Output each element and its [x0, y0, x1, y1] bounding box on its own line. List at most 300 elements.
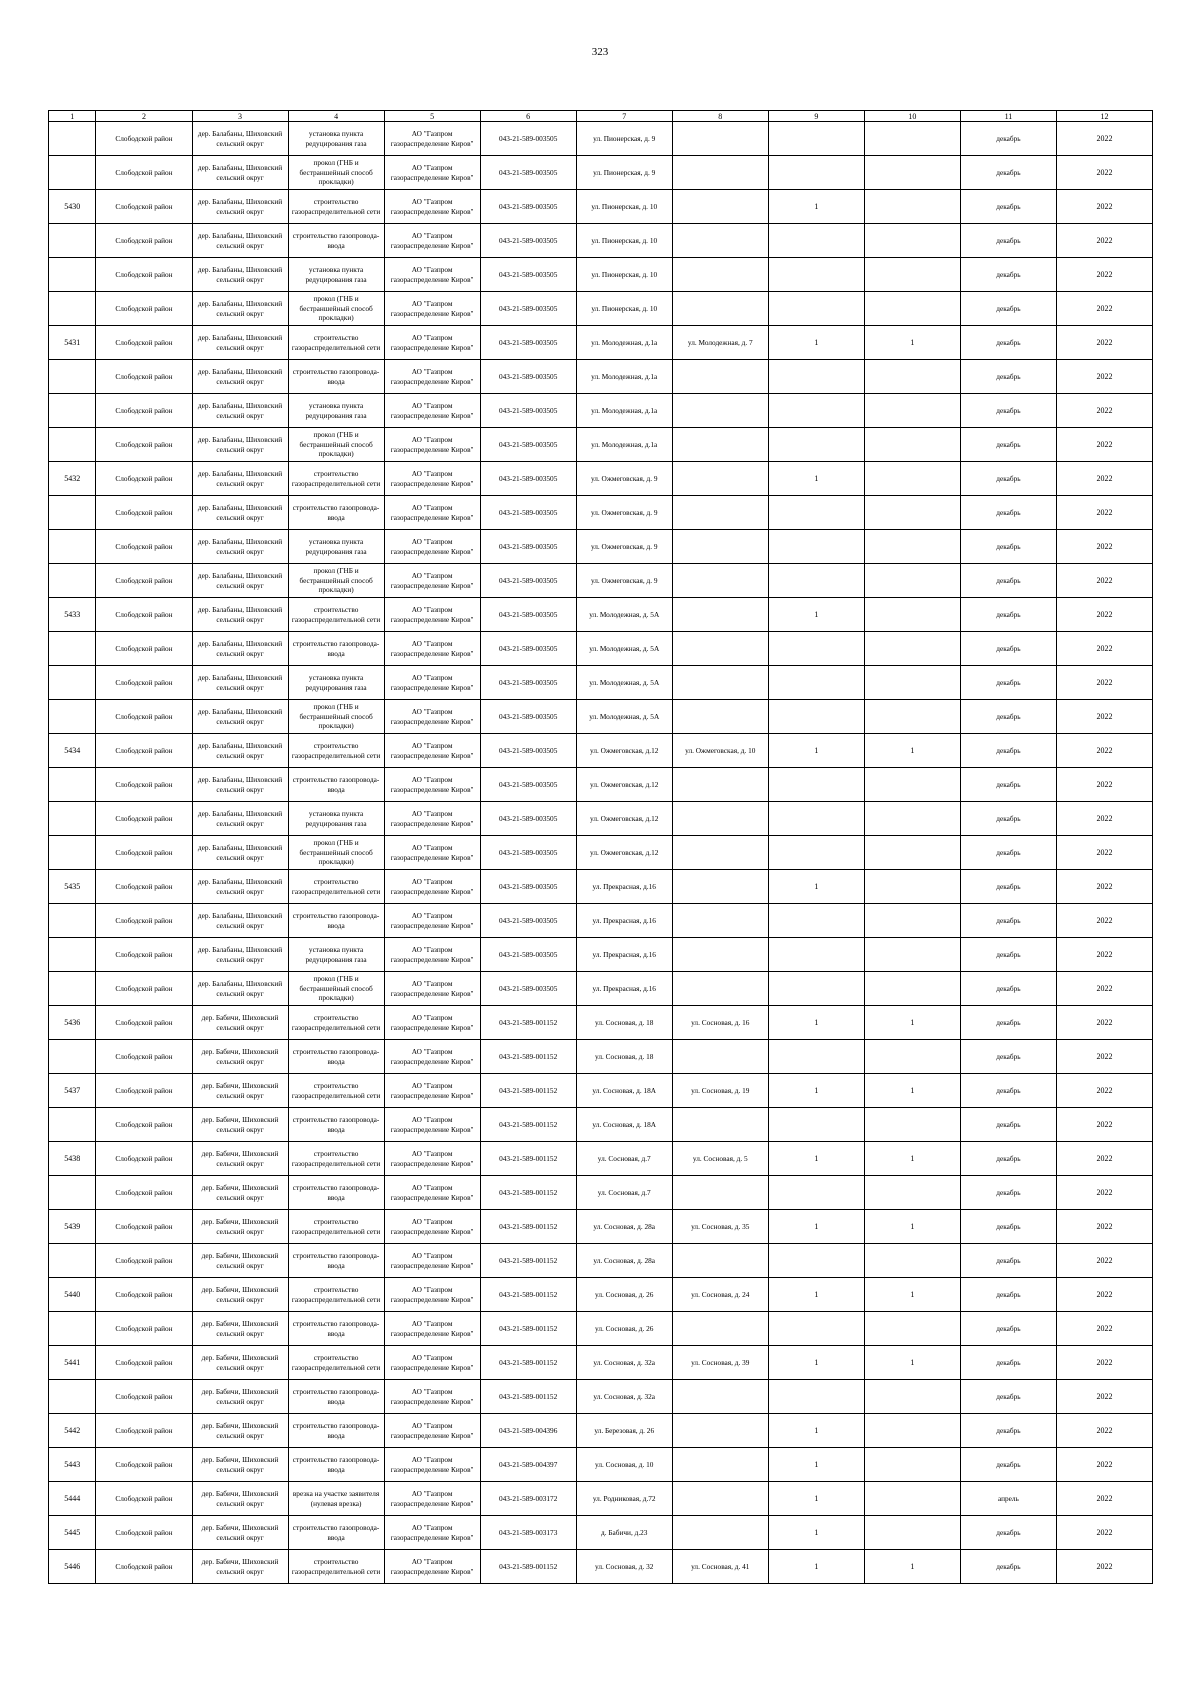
- organization-cell: [384, 768, 480, 802]
- count-col9-cell: [768, 700, 864, 734]
- count-col10-cell: [864, 768, 960, 802]
- year-cell-text: 2022: [1096, 235, 1113, 245]
- year-cell-text: 2022: [1096, 643, 1113, 653]
- object-code-cell-text: 043-21-589-003172: [498, 1493, 558, 1503]
- object-code-cell-text: 043-21-589-001152: [499, 1289, 558, 1299]
- work-type-cell: [288, 360, 384, 394]
- count-col9-cell: [768, 224, 864, 258]
- address-cell-text: ул. Пионерская, д. 10: [591, 201, 658, 211]
- organization-cell-text: АО "Газпром газораспределение Киров": [390, 706, 474, 726]
- object-code-cell: [480, 598, 576, 632]
- count-col10-cell-text: 1: [910, 1153, 915, 1163]
- organization-cell-text: АО "Газпром газораспределение Киров": [390, 1420, 474, 1440]
- address-cell-text: ул. Сосновая, д. 10: [595, 1459, 654, 1469]
- address-cell: [576, 870, 672, 904]
- count-col9-cell: [768, 1108, 864, 1142]
- object-code-cell: [480, 666, 576, 700]
- year-cell-text: 2022: [1096, 1561, 1113, 1571]
- table-body: [49, 122, 1153, 1584]
- work-type-cell-text: прокол (ГНБ и бестраншейный способ прокладки): [299, 294, 373, 323]
- district-cell-text: Слободской район: [115, 609, 173, 619]
- count-col10-cell: [864, 1210, 960, 1244]
- work-type-cell-text: установка пункта редуцирования газа: [305, 672, 367, 692]
- object-code-cell: [480, 394, 576, 428]
- month-cell-text: декабрь: [996, 303, 1021, 313]
- table-row: [49, 1516, 1153, 1550]
- district-cell-text: Слободской район: [115, 1017, 173, 1027]
- work-type-cell-text: установка пункта редуцирования газа: [305, 944, 367, 964]
- month-cell-text: декабрь: [996, 983, 1021, 993]
- count-col9-cell-text: 1: [814, 1459, 819, 1469]
- organization-cell-text: АО "Газпром газораспределение Киров": [390, 1488, 474, 1508]
- work-type-cell: [288, 1516, 384, 1550]
- address-cell-text: ул. Ожмеговская, д.12: [590, 779, 659, 789]
- year-cell-text: 2022: [1096, 507, 1113, 517]
- address-cell-text: ул. Сосновая, д. 28а: [593, 1255, 656, 1265]
- month-cell: [960, 972, 1056, 1006]
- settlement-cell-text: дер. Балабаны, Шиховский сельский округ: [197, 264, 283, 284]
- address-cell: [576, 1244, 672, 1278]
- settlement-cell: [192, 190, 288, 224]
- object-code-cell-text: 043-21-589-003505: [498, 847, 558, 857]
- table-row: [49, 1380, 1153, 1414]
- count-col10-cell: [864, 802, 960, 836]
- work-type-cell-text: строительство газораспределительной сети: [291, 1352, 381, 1372]
- district-cell: [96, 1040, 192, 1074]
- district-cell-text: Слободской район: [115, 711, 173, 721]
- work-type-cell: [288, 1244, 384, 1278]
- year-cell-text: 2022: [1096, 949, 1113, 959]
- district-cell: [96, 734, 192, 768]
- object-code-cell: [480, 190, 576, 224]
- year-cell: [1056, 224, 1152, 258]
- month-cell: [960, 462, 1056, 496]
- count-col9-cell: [768, 428, 864, 462]
- object-code-cell-text: 043-21-589-003505: [498, 643, 558, 653]
- district-cell: [96, 1482, 192, 1516]
- address-cell: [576, 258, 672, 292]
- column-number: 2: [96, 111, 192, 122]
- object-code-cell-text: 043-21-589-004397: [498, 1459, 558, 1469]
- table-row: [49, 802, 1153, 836]
- object-code-cell-text: 043-21-589-003505: [498, 983, 558, 993]
- settlement-cell-text: дер. Бабичи, Шиховский сельский округ: [201, 1114, 279, 1134]
- second-address-cell: [672, 1516, 768, 1550]
- month-cell-text: декабрь: [996, 813, 1021, 823]
- settlement-cell: [192, 1414, 288, 1448]
- settlement-cell: [192, 938, 288, 972]
- count-col10-cell: [864, 462, 960, 496]
- organization-cell-text: АО "Газпром газораспределение Киров": [390, 1216, 474, 1236]
- district-cell: [96, 972, 192, 1006]
- organization-cell: [384, 734, 480, 768]
- table-row: [49, 1210, 1153, 1244]
- settlement-cell: [192, 258, 288, 292]
- count-col10-cell: [864, 1448, 960, 1482]
- object-code-cell-text: 043-21-589-001152: [499, 1153, 558, 1163]
- row-number-text: 5441: [64, 1357, 81, 1367]
- work-type-cell-text: установка пункта редуцирования газа: [305, 808, 367, 828]
- district-cell: [96, 156, 192, 190]
- count-col9-cell: [768, 394, 864, 428]
- work-type-cell: [288, 734, 384, 768]
- year-cell-text: 2022: [1096, 167, 1113, 177]
- month-cell-text: декабрь: [996, 133, 1021, 143]
- organization-cell-text: АО "Газпром газораспределение Киров": [390, 298, 474, 318]
- year-cell-text: 2022: [1096, 1085, 1113, 1095]
- row-number: [49, 1482, 96, 1516]
- organization-cell: [384, 1414, 480, 1448]
- district-cell-text: Слободской район: [115, 1425, 173, 1435]
- work-type-cell: [288, 1312, 384, 1346]
- month-cell: [960, 666, 1056, 700]
- settlement-cell-text: дер. Балабаны, Шиховский сельский округ: [197, 944, 283, 964]
- object-code-cell: [480, 1108, 576, 1142]
- month-cell: [960, 122, 1056, 156]
- object-code-cell-text: 043-21-589-003505: [498, 575, 558, 585]
- year-cell: [1056, 972, 1152, 1006]
- column-number: 4: [288, 111, 384, 122]
- address-cell-text: ул. Ожмеговская, д. 9: [590, 575, 658, 585]
- object-code-cell-text: 043-21-589-001152: [499, 1323, 558, 1333]
- organization-cell: [384, 1074, 480, 1108]
- work-type-cell-text: строительство газопровода-ввода: [292, 502, 380, 522]
- organization-cell: [384, 1482, 480, 1516]
- table-row: [49, 1448, 1153, 1482]
- district-cell-text: Слободской район: [115, 881, 173, 891]
- settlement-cell-text: дер. Балабаны, Шиховский сельский округ: [197, 774, 283, 794]
- year-cell-text: 2022: [1096, 983, 1113, 993]
- organization-cell: [384, 1346, 480, 1380]
- count-col10-cell: [864, 938, 960, 972]
- year-cell: [1056, 598, 1152, 632]
- settlement-cell-text: дер. Балабаны, Шиховский сельский округ: [197, 162, 283, 182]
- address-cell: [576, 394, 672, 428]
- year-cell: [1056, 360, 1152, 394]
- work-type-cell: [288, 1006, 384, 1040]
- month-cell-text: апрель: [997, 1493, 1019, 1503]
- settlement-cell: [192, 1278, 288, 1312]
- object-code-cell-text: 043-21-589-001152: [499, 1255, 558, 1265]
- work-type-cell-text: строительство газораспределительной сети: [291, 1216, 381, 1236]
- object-code-cell-text: 043-21-589-001152: [499, 1357, 558, 1367]
- address-cell: [576, 768, 672, 802]
- count-col10-cell-text: 1: [910, 1357, 915, 1367]
- address-cell: [576, 564, 672, 598]
- object-code-cell: [480, 1550, 576, 1584]
- work-type-cell: [288, 768, 384, 802]
- object-code-cell: [480, 1312, 576, 1346]
- district-cell: [96, 462, 192, 496]
- address-cell: [576, 632, 672, 666]
- row-number: [49, 1006, 96, 1040]
- count-col10-cell-text: 1: [910, 1221, 915, 1231]
- count-col9-cell-text: 1: [814, 1357, 819, 1367]
- year-cell: [1056, 904, 1152, 938]
- address-cell: [576, 190, 672, 224]
- organization-cell-text: АО "Газпром газораспределение Киров": [390, 672, 474, 692]
- district-cell: [96, 802, 192, 836]
- month-cell-text: декабрь: [996, 1017, 1021, 1027]
- object-code-cell: [480, 564, 576, 598]
- count-col10-cell: [864, 1312, 960, 1346]
- settlement-cell: [192, 1006, 288, 1040]
- address-cell: [576, 1074, 672, 1108]
- year-cell: [1056, 292, 1152, 326]
- month-cell: [960, 326, 1056, 360]
- count-col9-cell-text: 1: [814, 1153, 819, 1163]
- district-cell: [96, 1142, 192, 1176]
- object-code-cell-text: 043-21-589-003505: [498, 371, 558, 381]
- organization-cell: [384, 1244, 480, 1278]
- count-col10-cell-text: 1: [910, 1289, 915, 1299]
- object-code-cell: [480, 462, 576, 496]
- count-col10-cell: [864, 258, 960, 292]
- row-number: [49, 1074, 96, 1108]
- month-cell-text: декабрь: [996, 1425, 1021, 1435]
- year-cell-text: 2022: [1096, 711, 1113, 721]
- count-col10-cell: [864, 1176, 960, 1210]
- district-cell-text: Слободской район: [115, 235, 173, 245]
- settlement-cell-text: дер. Балабаны, Шиховский сельский округ: [197, 876, 283, 896]
- object-code-cell: [480, 938, 576, 972]
- year-cell-text: 2022: [1096, 1425, 1113, 1435]
- year-cell: [1056, 1312, 1152, 1346]
- table-row: [49, 428, 1153, 462]
- settlement-cell-text: дер. Бабичи, Шиховский сельский округ: [201, 1556, 279, 1576]
- work-type-cell: [288, 972, 384, 1006]
- month-cell: [960, 1074, 1056, 1108]
- district-cell-text: Слободской район: [115, 1187, 173, 1197]
- object-code-cell-text: 043-21-589-001152: [499, 1391, 558, 1401]
- address-cell-text: ул. Ожмеговская, д. 9: [590, 541, 658, 551]
- settlement-cell-text: дер. Балабаны, Шиховский сельский округ: [197, 366, 283, 386]
- month-cell-text: декабрь: [996, 949, 1021, 959]
- organization-cell-text: АО "Газпром газораспределение Киров": [390, 332, 474, 352]
- second-address-cell: [672, 1414, 768, 1448]
- year-cell: [1056, 394, 1152, 428]
- address-cell: [576, 1176, 672, 1210]
- second-address-cell: [672, 1210, 768, 1244]
- settlement-cell-text: дер. Балабаны, Шиховский сельский округ: [197, 468, 283, 488]
- row-number: [49, 530, 96, 564]
- second-address-cell-text: ул. Сосновая, д. 5: [692, 1153, 748, 1163]
- row-number-text: 5430: [64, 201, 81, 211]
- district-cell-text: Слободской район: [115, 1357, 173, 1367]
- organization-cell: [384, 1040, 480, 1074]
- column-number: 12: [1056, 111, 1152, 122]
- count-col10-cell: [864, 224, 960, 258]
- table-row: [49, 836, 1153, 870]
- second-address-cell: [672, 496, 768, 530]
- organization-cell-text: АО "Газпром газораспределение Киров": [390, 400, 474, 420]
- organization-cell-text: АО "Газпром газораспределение Киров": [390, 468, 474, 488]
- work-type-cell-text: строительство газораспределительной сети: [291, 876, 381, 896]
- year-cell-text: 2022: [1096, 201, 1113, 211]
- count-col9-cell: [768, 530, 864, 564]
- row-number-text: 5440: [64, 1289, 81, 1299]
- organization-cell-text: АО "Газпром газораспределение Киров": [390, 1114, 474, 1134]
- district-cell-text: Слободской район: [115, 1119, 173, 1129]
- year-cell: [1056, 1278, 1152, 1312]
- month-cell-text: декабрь: [996, 167, 1021, 177]
- month-cell: [960, 1040, 1056, 1074]
- object-code-cell: [480, 1448, 576, 1482]
- work-type-cell: [288, 462, 384, 496]
- object-code-cell: [480, 1380, 576, 1414]
- organization-cell: [384, 224, 480, 258]
- month-cell: [960, 428, 1056, 462]
- work-type-cell: [288, 156, 384, 190]
- settlement-cell-text: дер. Балабаны, Шиховский сельский округ: [197, 230, 283, 250]
- object-code-cell-text: 043-21-589-003505: [498, 439, 558, 449]
- second-address-cell-text: ул. Сосновая, д. 24: [691, 1289, 750, 1299]
- second-address-cell: [672, 1176, 768, 1210]
- address-cell: [576, 1380, 672, 1414]
- second-address-cell: [672, 1244, 768, 1278]
- row-number: [49, 666, 96, 700]
- month-cell-text: декабрь: [996, 1527, 1021, 1537]
- object-code-cell: [480, 632, 576, 666]
- second-address-cell: [672, 530, 768, 564]
- second-address-cell: [672, 326, 768, 360]
- settlement-cell: [192, 1244, 288, 1278]
- page-number: 323: [591, 46, 609, 58]
- organization-cell: [384, 1108, 480, 1142]
- address-cell-text: ул. Прекрасная, д.16: [592, 915, 656, 925]
- settlement-cell-text: дер. Балабаны, Шиховский сельский округ: [197, 196, 283, 216]
- table-row: [49, 938, 1153, 972]
- settlement-cell-text: дер. Бабичи, Шиховский сельский округ: [201, 1046, 279, 1066]
- second-address-cell: [672, 428, 768, 462]
- district-cell-text: Слободской район: [115, 779, 173, 789]
- count-col10-cell: [864, 1108, 960, 1142]
- table-row: [49, 1142, 1153, 1176]
- district-cell-text: Слободской район: [115, 575, 173, 585]
- district-cell-text: Слободской район: [115, 541, 173, 551]
- count-col10-cell: [864, 972, 960, 1006]
- table-row: [49, 258, 1153, 292]
- row-number: [49, 156, 96, 190]
- year-cell: [1056, 496, 1152, 530]
- second-address-cell: [672, 836, 768, 870]
- year-cell-text: 2022: [1096, 541, 1113, 551]
- address-cell: [576, 1040, 672, 1074]
- address-cell: [576, 496, 672, 530]
- second-address-cell: [672, 802, 768, 836]
- object-code-cell: [480, 1278, 576, 1312]
- month-cell-text: декабрь: [996, 1459, 1021, 1469]
- district-cell: [96, 122, 192, 156]
- work-type-cell: [288, 870, 384, 904]
- count-col10-cell: [864, 326, 960, 360]
- district-cell-text: Слободской район: [115, 745, 173, 755]
- district-cell: [96, 1414, 192, 1448]
- row-number: [49, 496, 96, 530]
- work-type-cell-text: строительство газораспределительной сети: [291, 1284, 381, 1304]
- object-code-cell: [480, 496, 576, 530]
- settlement-cell: [192, 1550, 288, 1584]
- count-col9-cell: [768, 496, 864, 530]
- address-cell: [576, 938, 672, 972]
- district-cell: [96, 190, 192, 224]
- month-cell: [960, 394, 1056, 428]
- row-number: [49, 972, 96, 1006]
- settlement-cell-text: дер. Балабаны, Шиховский сельский округ: [197, 128, 283, 148]
- row-number-text: 5446: [64, 1561, 81, 1571]
- year-cell: [1056, 190, 1152, 224]
- address-cell: [576, 1210, 672, 1244]
- district-cell-text: Слободской район: [115, 439, 173, 449]
- address-cell: [576, 1142, 672, 1176]
- month-cell: [960, 1414, 1056, 1448]
- district-cell-text: Слободской район: [115, 1289, 173, 1299]
- organization-cell-text: АО "Газпром газораспределение Киров": [390, 842, 474, 862]
- object-code-cell: [480, 360, 576, 394]
- work-type-cell: [288, 1550, 384, 1584]
- month-cell: [960, 292, 1056, 326]
- object-code-cell: [480, 972, 576, 1006]
- object-code-cell: [480, 1074, 576, 1108]
- month-cell-text: декабрь: [996, 1119, 1021, 1129]
- year-cell: [1056, 1142, 1152, 1176]
- object-code-cell: [480, 768, 576, 802]
- address-cell: [576, 734, 672, 768]
- address-cell-text: ул. Пионерская, д. 10: [591, 269, 658, 279]
- count-col10-cell: [864, 1482, 960, 1516]
- count-col10-cell: [864, 292, 960, 326]
- work-type-cell: [288, 428, 384, 462]
- settlement-cell-text: дер. Балабаны, Шиховский сельский округ: [197, 808, 283, 828]
- count-col10-cell: [864, 632, 960, 666]
- settlement-cell: [192, 802, 288, 836]
- month-cell-text: декабрь: [996, 473, 1021, 483]
- second-address-cell: [672, 292, 768, 326]
- year-cell-text: 2022: [1096, 1051, 1113, 1061]
- month-cell: [960, 1244, 1056, 1278]
- year-cell-text: 2022: [1096, 609, 1113, 619]
- address-cell: [576, 326, 672, 360]
- table-row: [49, 598, 1153, 632]
- district-cell-text: Слободской район: [115, 1493, 173, 1503]
- work-type-cell: [288, 1040, 384, 1074]
- work-type-cell-text: строительство газораспределительной сети: [291, 468, 381, 488]
- object-code-cell-text: 043-21-589-001152: [499, 1085, 558, 1095]
- address-cell-text: ул. Сосновая, д. 18А: [592, 1085, 657, 1095]
- count-col9-cell-text: 1: [814, 337, 819, 347]
- year-cell-text: 2022: [1096, 1255, 1113, 1265]
- object-code-cell: [480, 1006, 576, 1040]
- address-cell: [576, 598, 672, 632]
- month-cell-text: декабрь: [996, 1357, 1021, 1367]
- district-cell: [96, 1278, 192, 1312]
- year-cell-text: 2022: [1096, 1017, 1113, 1027]
- object-code-cell-text: 043-21-589-003505: [498, 473, 558, 483]
- object-code-cell-text: 043-21-589-003505: [498, 881, 558, 891]
- table-row: [49, 700, 1153, 734]
- year-cell-text: 2022: [1096, 1289, 1113, 1299]
- settlement-cell-text: дер. Бабичи, Шиховский сельский округ: [201, 1080, 279, 1100]
- district-cell-text: Слободской район: [115, 473, 173, 483]
- second-address-cell-text: ул. Сосновая, д. 39: [691, 1357, 750, 1367]
- row-number: [49, 802, 96, 836]
- row-number: [49, 734, 96, 768]
- district-cell: [96, 530, 192, 564]
- district-cell: [96, 700, 192, 734]
- count-col10-cell: [864, 1142, 960, 1176]
- object-code-cell-text: 043-21-589-003505: [498, 167, 558, 177]
- table-row: [49, 564, 1153, 598]
